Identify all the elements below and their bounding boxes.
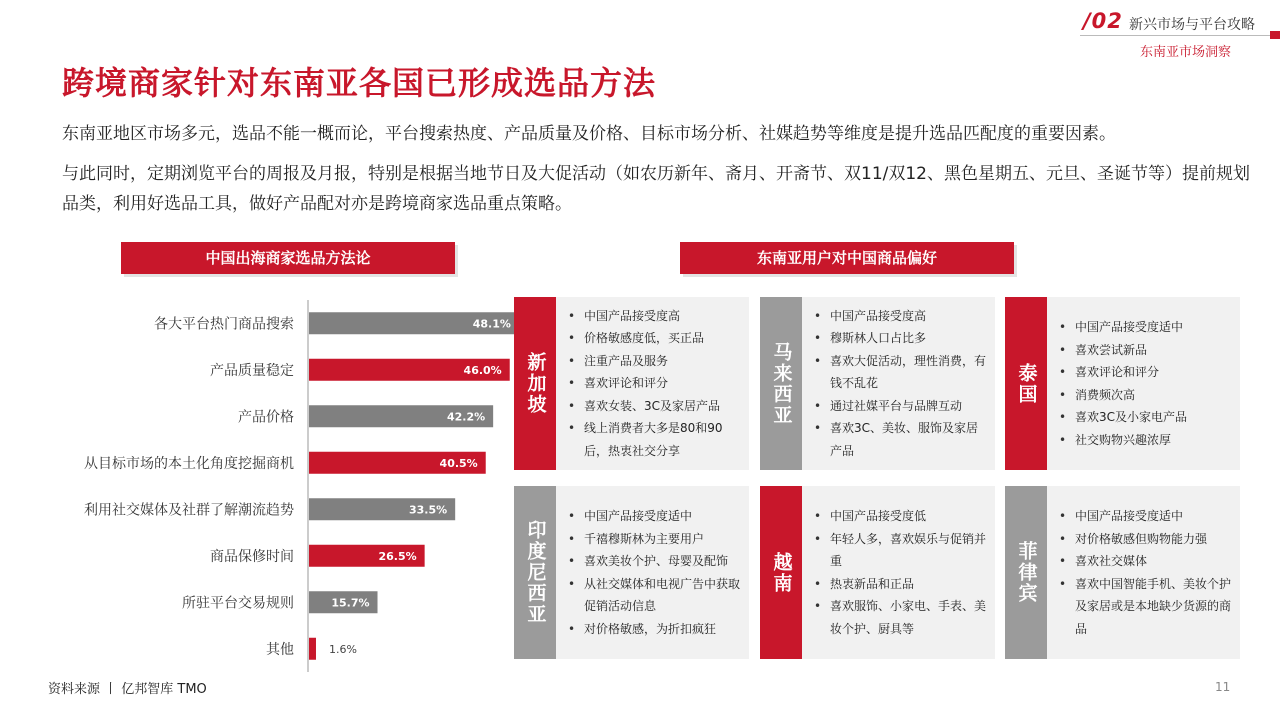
country-card-malaysia — [760, 297, 995, 470]
category-label: 商品保修时间 — [210, 548, 294, 565]
country-card-indonesia — [514, 486, 749, 659]
list-item: • 喜欢中国智能手机、美妆个护及家居或是本地缺少货源的商品 — [1057, 573, 1234, 641]
country-card-philippines — [1005, 486, 1240, 659]
list-item: • 喜欢社交媒体 — [1057, 550, 1234, 573]
list-item: • 社交购物兴趣浓厚 — [1057, 429, 1234, 452]
preference-list — [1057, 486, 1234, 659]
list-item: • 千禧穆斯林为主要用户 — [566, 528, 743, 551]
list-item: • 对价格敏感，为折扣疯狂 — [566, 618, 743, 641]
list-item: • 喜欢美妆个护、母婴及配饰 — [566, 550, 743, 573]
page-title: 跨境商家针对东南亚各国已形成选品方法 — [62, 64, 657, 102]
list-item: • 从社交媒体和电视广告中获取促销活动信息 — [566, 573, 743, 618]
category-label: 从目标市场的本土化角度挖掘商机 — [84, 455, 294, 472]
list-item: • 喜欢尝试新品 — [1057, 339, 1234, 362]
list-item: • 价格敏感度低，买正品 — [566, 327, 743, 350]
category-label: 产品价格 — [238, 409, 294, 426]
source-note: 资料来源 丨 亿邦智库 TMO — [48, 682, 207, 697]
value-label: 48.1% — [472, 317, 511, 331]
country-name: 印度尼西亚 — [524, 520, 547, 625]
category-label: 产品质量稳定 — [210, 362, 294, 379]
list-item: • 消费频次高 — [1057, 384, 1234, 407]
category-label: 利用社交媒体及社群了解潮流趋势 — [84, 502, 294, 519]
list-item: • 年轻人多，喜欢娱乐与促销并重 — [812, 528, 989, 573]
category-label: 所驻平台交易规则 — [182, 595, 294, 612]
list-item: • 喜欢评论和评分 — [566, 372, 743, 395]
country-label-bar — [1005, 486, 1047, 659]
category-label: 各大平台热门商品搜索 — [154, 316, 294, 333]
value-label: 40.5% — [439, 456, 478, 470]
list-item: • 注重产品及服务 — [566, 350, 743, 373]
list-item: • 中国产品接受度高 — [812, 305, 989, 328]
section-title: 新兴市场与平台攻略 — [1129, 17, 1255, 33]
country-label-bar — [760, 486, 802, 659]
right-section-banner: 东南亚用户对中国商品偏好 — [680, 242, 1014, 274]
header-accent-mark — [1270, 31, 1280, 39]
list-item: • 中国产品接受度适中 — [1057, 505, 1234, 528]
list-item: • 中国产品接受度适中 — [1057, 316, 1234, 339]
list-item: • 喜欢女装、3C及家居产品 — [566, 395, 743, 418]
left-section-banner: 中国出海商家选品方法论 — [121, 242, 455, 274]
header-divider — [1080, 35, 1270, 36]
list-item: • 喜欢3C、美妆、服饰及家居产品 — [812, 417, 989, 462]
preference-list — [566, 486, 743, 659]
list-item: • 中国产品接受度高 — [566, 305, 743, 328]
list-item: • 对价格敏感但购物能力强 — [1057, 528, 1234, 551]
preference-list — [1057, 297, 1234, 470]
preference-list — [812, 486, 989, 659]
list-item: • 中国产品接受度适中 — [566, 505, 743, 528]
section-subtitle: 东南亚市场洞察 — [1140, 45, 1232, 60]
preference-list — [566, 297, 743, 470]
value-label: 46.0% — [463, 363, 502, 377]
value-label: 1.6% — [328, 642, 357, 656]
country-label-bar — [514, 486, 556, 659]
category-label: 其他 — [266, 641, 294, 658]
list-item: • 线上消费者大多是80和90后，热衷社交分享 — [566, 417, 743, 462]
country-name: 越南 — [770, 551, 793, 594]
country-label-bar — [760, 297, 802, 470]
country-card-thailand — [1005, 297, 1240, 470]
list-item: • 穆斯林人口占比多 — [812, 327, 989, 350]
value-label: 42.2% — [446, 410, 486, 424]
preference-list — [812, 297, 989, 470]
page-number: 11 — [1215, 680, 1231, 694]
country-card-vietnam — [760, 486, 995, 659]
value-label: 33.5% — [409, 503, 448, 517]
bar — [309, 638, 316, 660]
value-label: 15.7% — [331, 596, 370, 610]
country-name: 马来西亚 — [770, 341, 793, 426]
country-name: 菲律宾 — [1015, 541, 1038, 604]
intro-paragraph-2: 与此同时，定期浏览平台的周报及月报，特别是根据当地节日及大促活动（如农历新年、斋月、开斋节、双11/双12、黑色星期五、元旦、圣诞节等）提前规划品类，利用好选品工具，做好产品配对亦是跨境商家选品重点策略。 — [62, 164, 1250, 214]
country-label-bar — [1005, 297, 1047, 470]
list-item: • 喜欢服饰、小家电、手表、美妆个护、厨具等 — [812, 595, 989, 640]
list-item: • 喜欢评论和评分 — [1057, 361, 1234, 384]
selection-method-bar-chart — [40, 300, 511, 672]
list-item: • 喜欢大促活动，理性消费，有钱不乱花 — [812, 350, 989, 395]
country-label-bar — [514, 297, 556, 470]
country-card-singapore — [514, 297, 749, 470]
value-label: 26.5% — [378, 549, 417, 563]
intro-paragraph-1: 东南亚地区市场多元，选品不能一概而论，平台搜索热度、产品质量及价格、目标市场分析、社媒趋势等维度是提升选品匹配度的重要因素。 — [62, 124, 1116, 144]
list-item: • 热衷新品和正品 — [812, 573, 989, 596]
list-item: • 喜欢3C及小家电产品 — [1057, 406, 1234, 429]
country-name: 新加坡 — [524, 352, 547, 415]
section-number: /02 — [1083, 9, 1123, 33]
country-name: 泰国 — [1015, 362, 1038, 405]
list-item: • 通过社媒平台与品牌互动 — [812, 395, 989, 418]
list-item: • 中国产品接受度低 — [812, 505, 989, 528]
